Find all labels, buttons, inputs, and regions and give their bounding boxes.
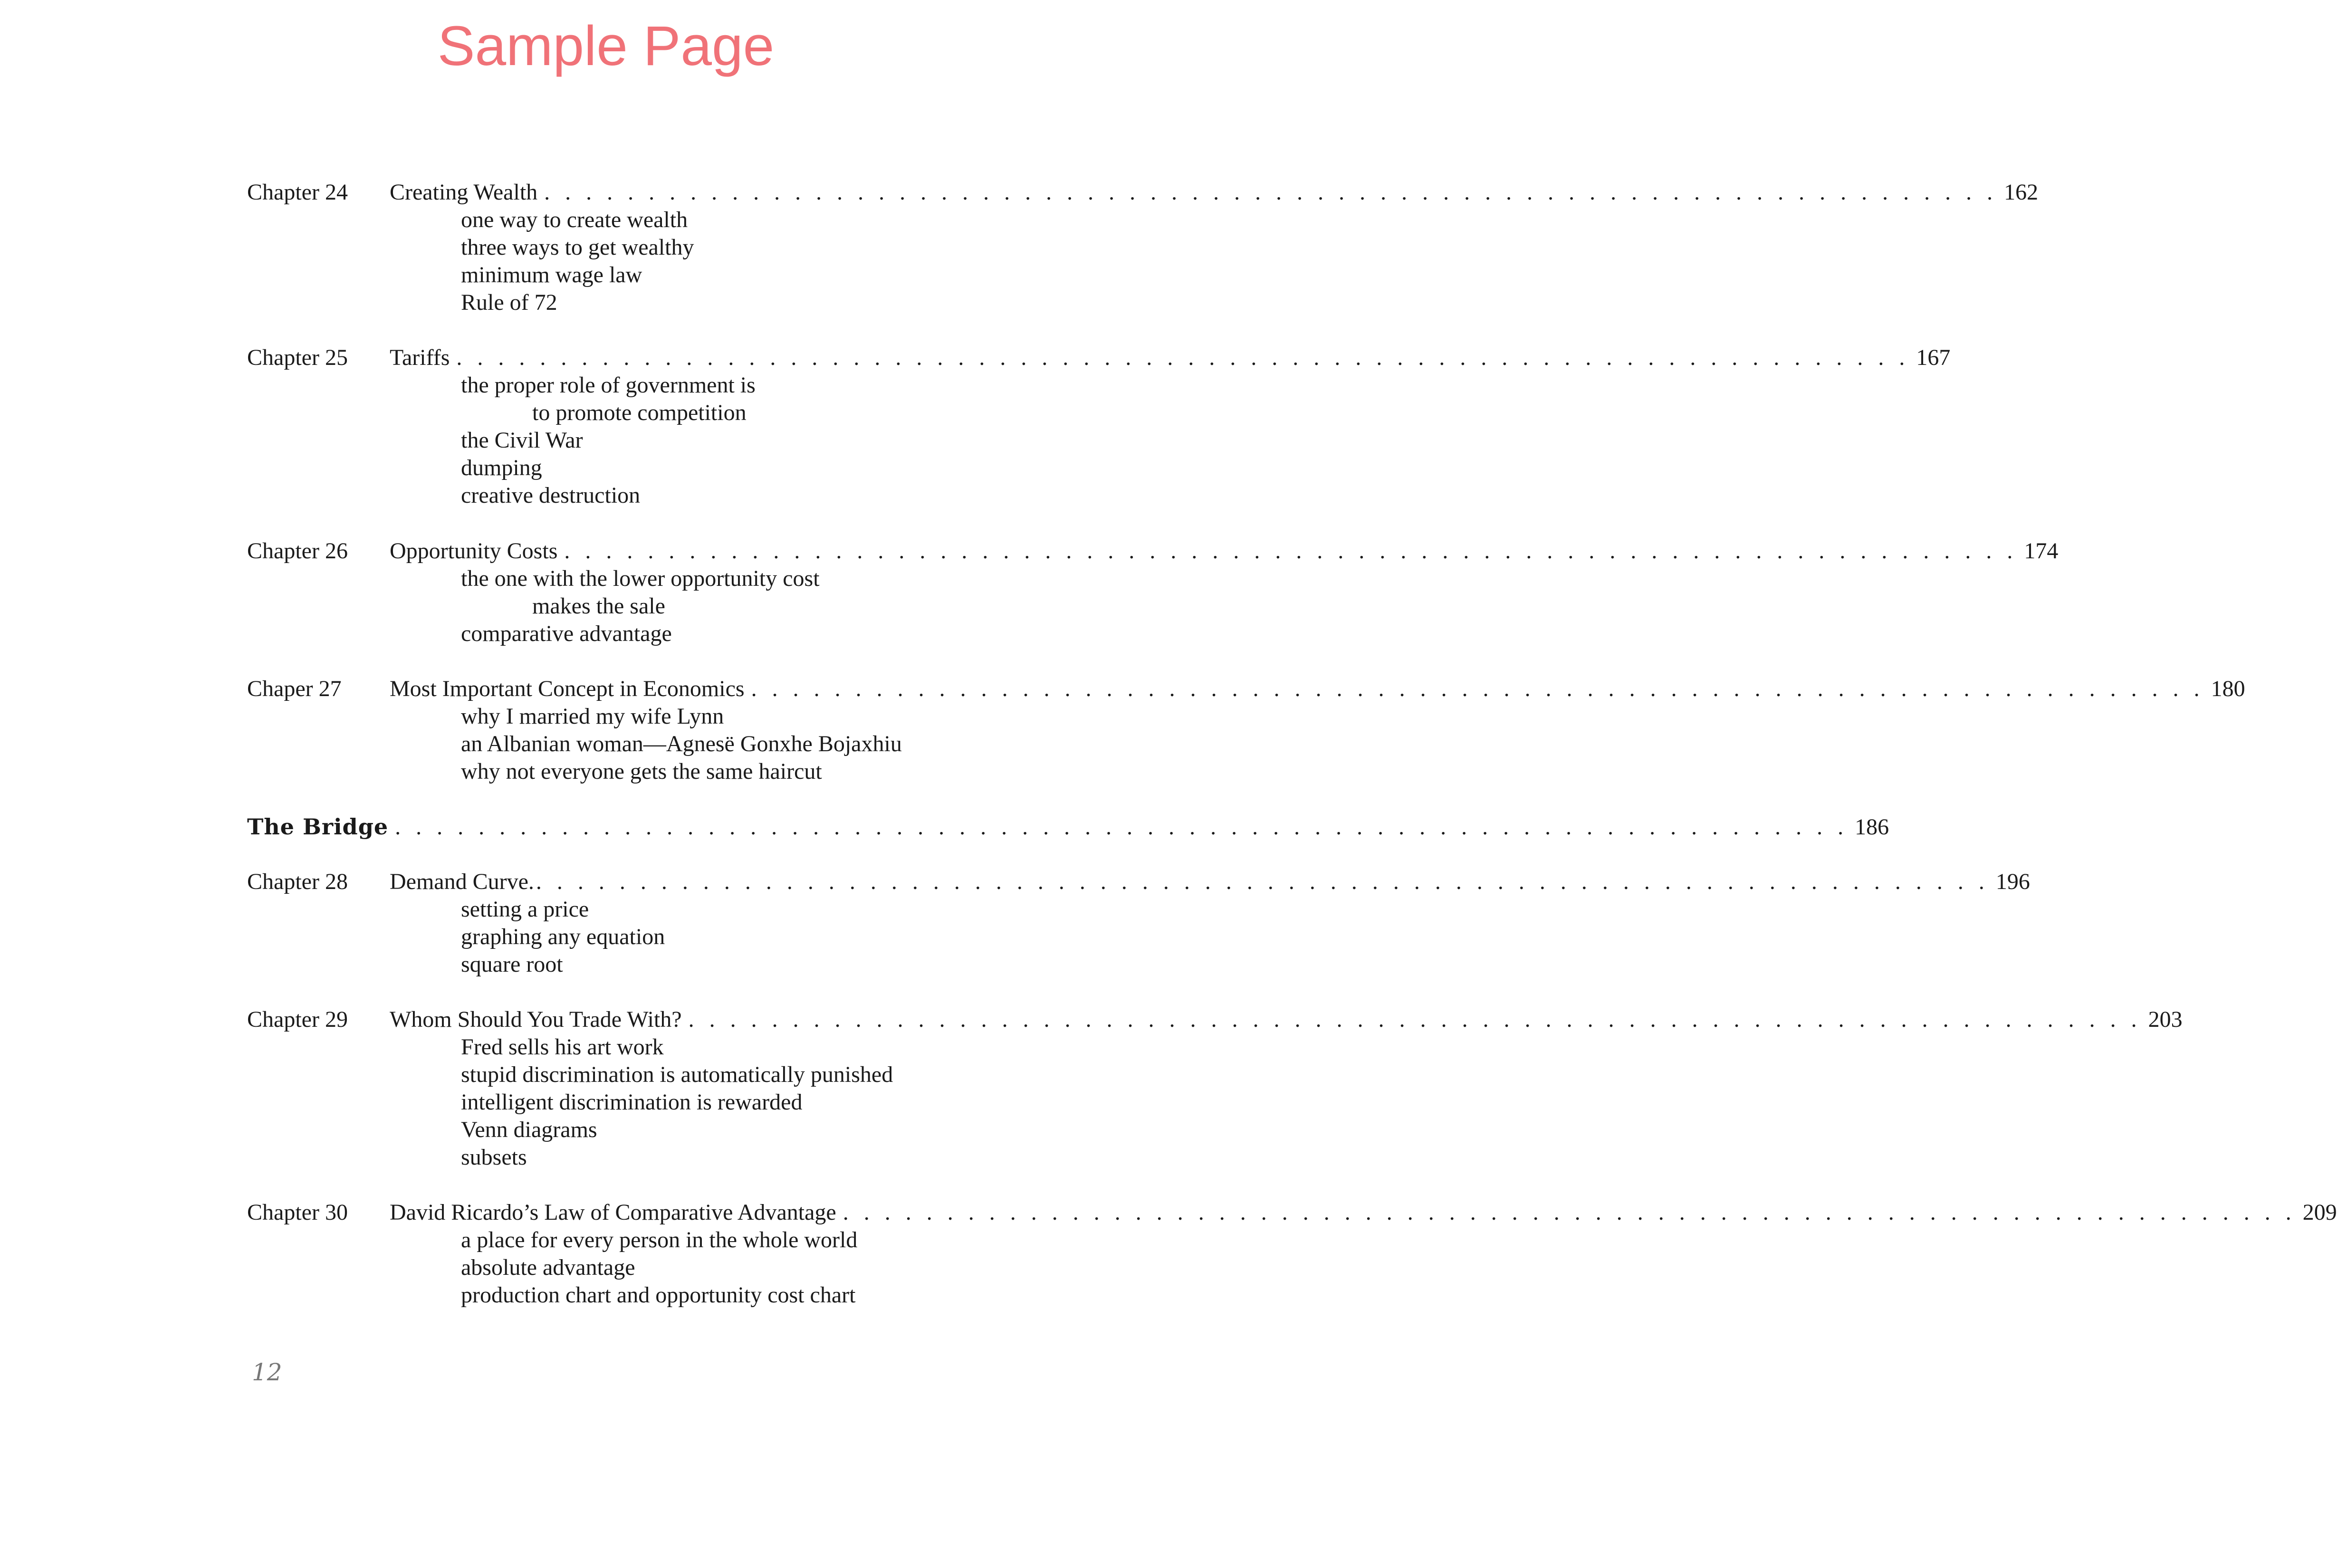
toc-entry-chapter-26[interactable] <box>247 537 2059 565</box>
chapter-label: Chaper 27 <box>247 676 342 701</box>
toc-entry-chapter-30[interactable] <box>247 1198 2337 1227</box>
chapter-title: Creating Wealth <box>390 180 538 205</box>
chapter-title: David Ricardo’s Law of Comparative Advantage <box>390 1200 836 1225</box>
dot-leader: . . . . . . . . . . . . . . . . . . . . . . . . . . . . . . . . . . . . . . . . . . . . . . . . . . . . . . . . . . . . . . . . . . . . . . <box>395 814 1849 840</box>
subtopic: three ways to get wealthy <box>461 235 694 260</box>
subtopic: the Civil War <box>461 428 583 453</box>
toc-entry-chapter-24[interactable] <box>247 178 2039 207</box>
dot-leader: . . . . . . . . . . . . . . . . . . . . . . . . . . . . . . . . . . . . . . . . . . . . . . . . . . . . . . . . . . . . . . . . . . . . . . <box>843 1200 2296 1225</box>
chapter-label: Chapter 24 <box>247 180 348 205</box>
subtopic: dumping <box>461 455 542 480</box>
chapter-title: Most Important Concept in Economics <box>390 676 745 701</box>
chapter-label: Chapter 30 <box>247 1200 348 1225</box>
dot-leader: . . . . . . . . . . . . . . . . . . . . . . . . . . . . . . . . . . . . . . . . . . . . . . . . . . . . . . . . . . . . . . . . . . . . . . <box>564 538 2018 564</box>
dot-leader: . . . . . . . . . . . . . . . . . . . . . . . . . . . . . . . . . . . . . . . . . . . . . . . . . . . . . . . . . . . . . . . . . . . . . . <box>751 676 2204 701</box>
page-folio-number: 12 <box>252 1358 282 1386</box>
page-number: 174 <box>2024 538 2059 564</box>
subtopic: minimum wage law <box>461 262 642 287</box>
page-number: 196 <box>1995 869 2030 894</box>
dot-leader: . . . . . . . . . . . . . . . . . . . . . . . . . . . . . . . . . . . . . . . . . . . . . . . . . . . . . . . . . . . . . . . . . . . . . . <box>456 345 1910 370</box>
subtopic: creative destruction <box>461 483 641 508</box>
chapter-label: Chapter 25 <box>247 345 348 370</box>
page-number: 180 <box>2211 676 2245 701</box>
chapter-label: Chapter 28 <box>247 869 348 894</box>
subtopic: Venn diagrams <box>461 1117 597 1142</box>
subtopic: setting a price <box>461 897 589 922</box>
subtopic: why not everyone gets the same haircut <box>461 759 822 784</box>
toc-entry-chapter-29[interactable] <box>247 1005 2183 1034</box>
subtopic: the proper role of government is <box>461 373 756 398</box>
dot-leader: . . . . . . . . . . . . . . . . . . . . . . . . . . . . . . . . . . . . . . . . . . . . . . . . . . . . . . . . . . . . . . . . . . . . . . <box>688 1007 2142 1032</box>
dot-leader: . . . . . . . . . . . . . . . . . . . . . . . . . . . . . . . . . . . . . . . . . . . . . . . . . . . . . . . . . . . . . . . . . . . . . . <box>536 869 1989 894</box>
subtopic: subsets <box>461 1145 527 1170</box>
subtopic: stupid discrimination is automatically punished <box>461 1062 893 1087</box>
subtopic: absolute advantage <box>461 1255 635 1280</box>
page-number: 162 <box>2004 180 2039 205</box>
page-number: 186 <box>1855 814 1889 840</box>
chapter-title: Opportunity Costs <box>390 538 558 564</box>
subtopic: why I married my wife Lynn <box>461 704 724 729</box>
section-title: The Bridge <box>247 814 389 840</box>
subtopic-continuation: makes the sale <box>532 593 665 619</box>
subtopic: the one with the lower opportunity cost <box>461 566 820 591</box>
subtopic: intelligent discrimination is rewarded <box>461 1090 803 1115</box>
subtopic: a place for every person in the whole world <box>461 1227 858 1252</box>
toc-entry-chapter-27[interactable] <box>247 675 2245 703</box>
page-number: 209 <box>2302 1200 2337 1225</box>
page-number: 167 <box>1916 345 1951 370</box>
toc-entry-chapter-25[interactable] <box>247 344 1951 372</box>
subtopic: square root <box>461 952 563 977</box>
subtopic: production chart and opportunity cost chart <box>461 1282 856 1308</box>
sample-page-watermark: Sample Page <box>437 15 775 77</box>
toc-entry-chapter-28[interactable] <box>247 868 2030 896</box>
subtopic: comparative advantage <box>461 621 672 646</box>
chapter-label: Chapter 29 <box>247 1007 348 1032</box>
page-number: 203 <box>2148 1007 2183 1032</box>
subtopic: Fred sells his art work <box>461 1034 664 1060</box>
subtopic: an Albanian woman—Agnesë Gonxhe Bojaxhiu <box>461 731 902 756</box>
subtopic: graphing any equation <box>461 924 665 949</box>
chapter-title: Tariffs <box>390 345 450 370</box>
chapter-title: Whom Should You Trade With? <box>390 1007 682 1032</box>
toc-entry-the-bridge[interactable] <box>247 813 1889 841</box>
chapter-title: Demand Curve. <box>390 869 534 894</box>
dot-leader: . . . . . . . . . . . . . . . . . . . . . . . . . . . . . . . . . . . . . . . . . . . . . . . . . . . . . . . . . . . . . . . . . . . . . . <box>544 180 1998 205</box>
subtopic: one way to create wealth <box>461 207 688 232</box>
subtopic-continuation: to promote competition <box>532 400 747 425</box>
subtopic: Rule of 72 <box>461 290 557 315</box>
chapter-label: Chapter 26 <box>247 538 348 564</box>
